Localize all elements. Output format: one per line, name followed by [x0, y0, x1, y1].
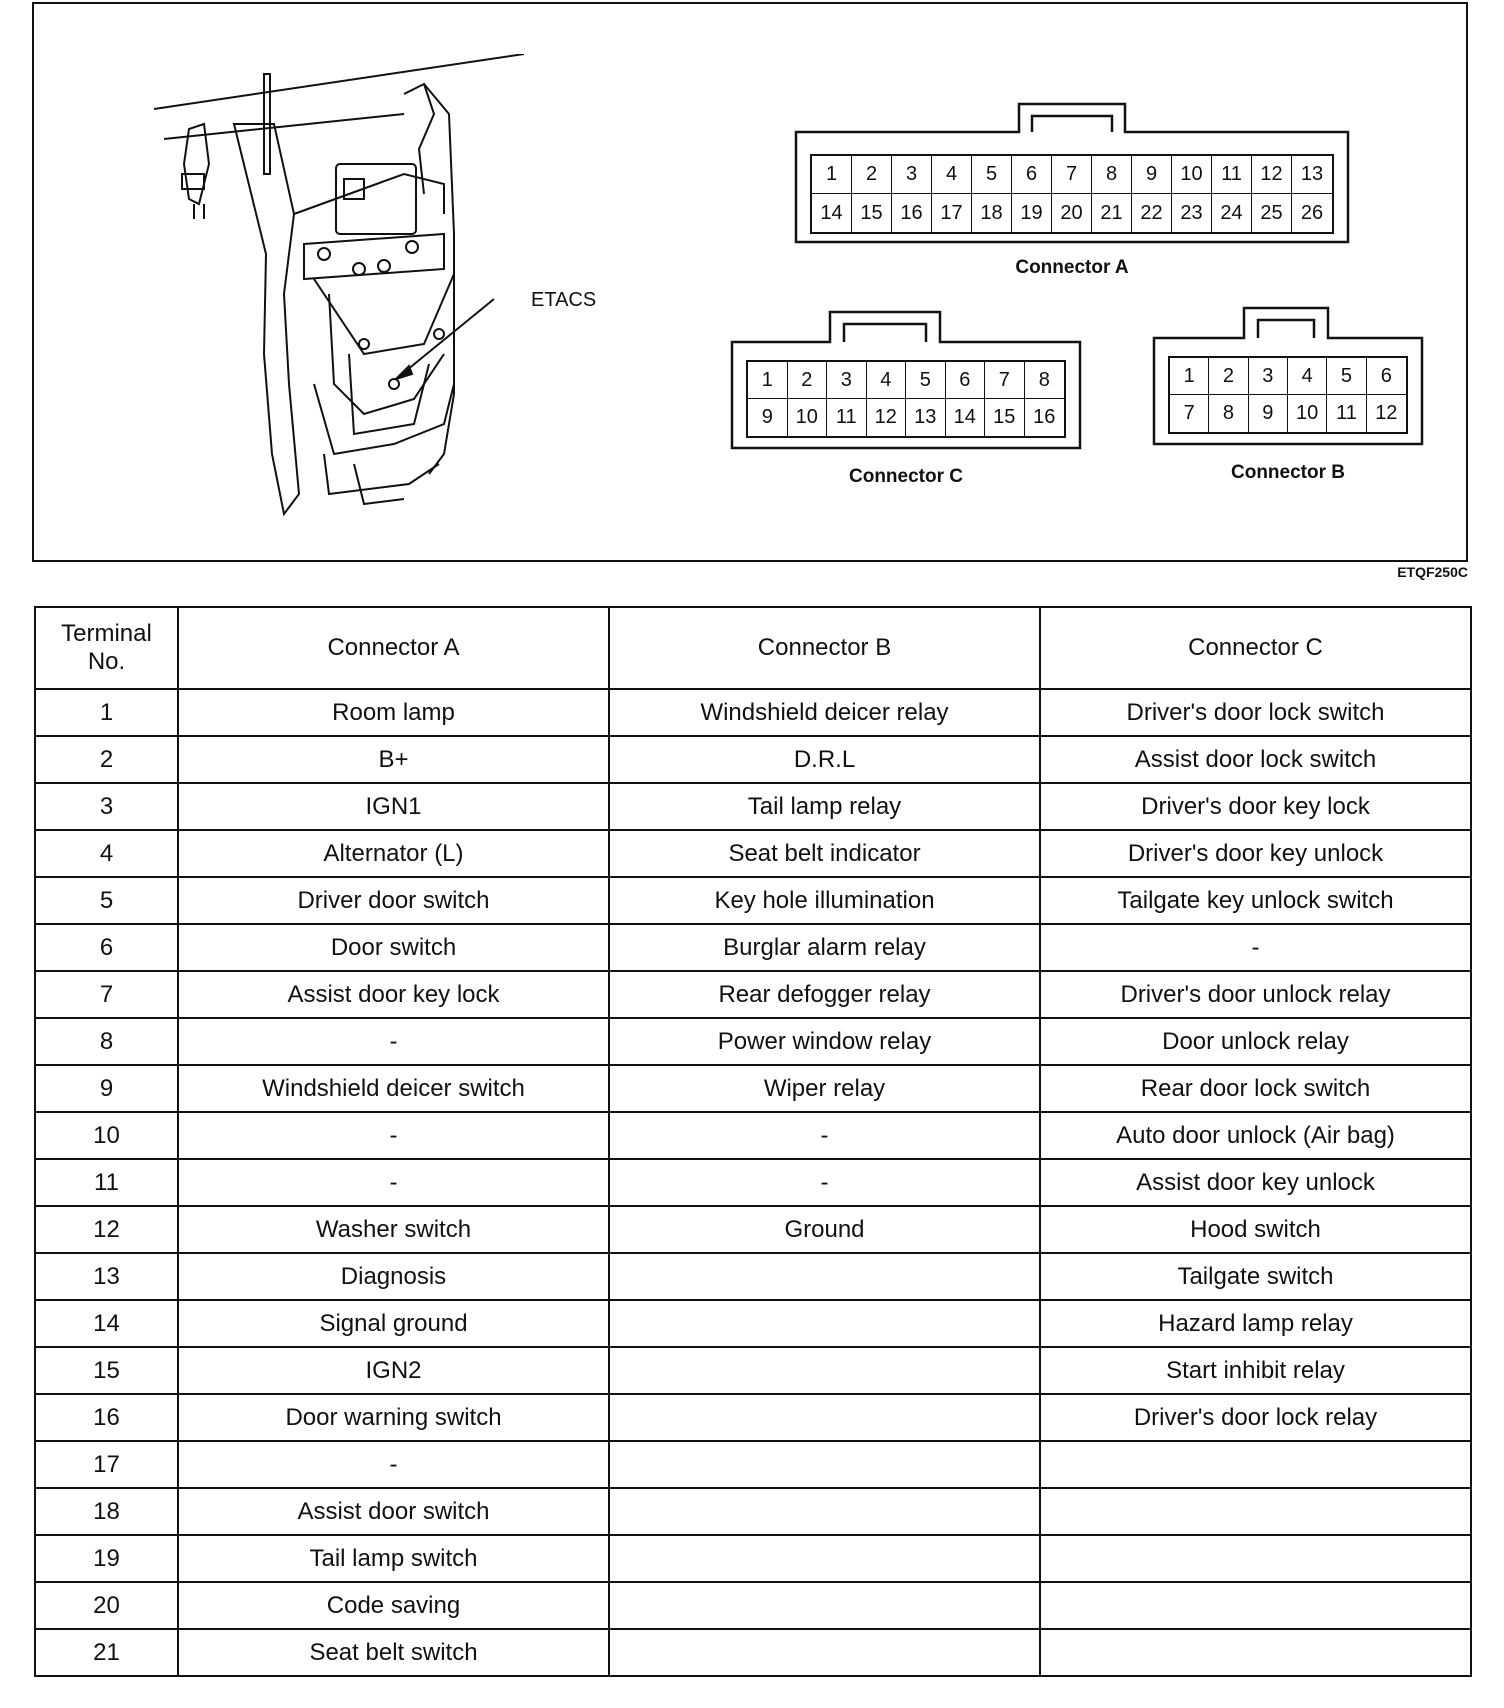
header-connector-c: Connector C [1040, 607, 1471, 689]
connector-b-pin: 6 [1367, 358, 1406, 395]
connector-c-cell: Assist door key unlock [1040, 1159, 1471, 1206]
connector-c-cell: Door unlock relay [1040, 1018, 1471, 1065]
table-row [35, 1065, 1471, 1112]
connector-a-pin: 25 [1252, 194, 1292, 232]
connector-a-cell: Driver door switch [178, 877, 609, 924]
connector-c-cell: Rear door lock switch [1040, 1065, 1471, 1112]
connector-c-cell: Driver's door key lock [1040, 783, 1471, 830]
connector-c-pin: 15 [985, 399, 1025, 436]
figure-panel [32, 2, 1468, 562]
terminal-number-cell: 14 [35, 1300, 178, 1347]
header-terminal-no [35, 607, 178, 689]
connector-a-pin: 15 [852, 194, 892, 232]
connector-a-pin: 6 [1012, 156, 1052, 194]
table-row [35, 1112, 1471, 1159]
table-header-row [35, 607, 1471, 689]
connector-b-cell: Ground [609, 1206, 1040, 1253]
connector-c-pin: 5 [906, 362, 946, 399]
connector-b-pin: 5 [1327, 358, 1366, 395]
connector-b-cell: - [609, 1112, 1040, 1159]
connector-a-pin: 24 [1212, 194, 1252, 232]
connector-a-pin: 21 [1092, 194, 1132, 232]
connector-a-cell: IGN2 [178, 1347, 609, 1394]
connector-b-pin: 9 [1249, 395, 1288, 432]
connector-b-cell: Seat belt indicator [609, 830, 1040, 877]
connector-b-cell [609, 1629, 1040, 1676]
connector-a-pin: 1 [812, 156, 852, 194]
table-row [35, 971, 1471, 1018]
connector-a-pin: 14 [812, 194, 852, 232]
connector-a-pin: 16 [892, 194, 932, 232]
connector-a-cell: - [178, 1018, 609, 1065]
connector-a-pin: 23 [1172, 194, 1212, 232]
connector-a-cell: Alternator (L) [178, 830, 609, 877]
connector-a-cell: Room lamp [178, 689, 609, 736]
connector-a-pin: 18 [972, 194, 1012, 232]
header-connector-b: Connector B [609, 607, 1040, 689]
terminal-number-cell: 13 [35, 1253, 178, 1300]
terminal-number-cell: 7 [35, 971, 178, 1018]
table-row [35, 689, 1471, 736]
table-row [35, 1629, 1471, 1676]
connector-b-pin: 2 [1209, 358, 1248, 395]
connector-a-pin: 3 [892, 156, 932, 194]
header-terminal-line1: Terminal [61, 620, 152, 647]
connector-c-cell: - [1040, 924, 1471, 971]
connector-b-cell [609, 1300, 1040, 1347]
connector-a-pin: 19 [1012, 194, 1052, 232]
connector-c-pin: 14 [946, 399, 986, 436]
connector-b-pins [1168, 356, 1408, 434]
connector-a-cell: Assist door switch [178, 1488, 609, 1535]
etacs-location-illustration [154, 54, 597, 534]
table-row [35, 1206, 1471, 1253]
connector-b-label: Connector B [1231, 462, 1345, 483]
connector-b-cell [609, 1582, 1040, 1629]
connector-b-cell: Tail lamp relay [609, 783, 1040, 830]
connector-a-cell: - [178, 1441, 609, 1488]
table-row [35, 1394, 1471, 1441]
connector-c-cell: Hood switch [1040, 1206, 1471, 1253]
connector-c-cell: Assist door lock switch [1040, 736, 1471, 783]
connector-c-cell: Driver's door lock relay [1040, 1394, 1471, 1441]
connector-b-cell [609, 1347, 1040, 1394]
connector-a-pin: 11 [1212, 156, 1252, 194]
connector-c-pin: 9 [748, 399, 788, 436]
connector-a-pin: 8 [1092, 156, 1132, 194]
connector-c-pin: 6 [946, 362, 986, 399]
connector-b-pin: 10 [1288, 395, 1327, 432]
etacs-callout-label: ETACS [531, 289, 597, 311]
connector-c-cell [1040, 1441, 1471, 1488]
table-body [35, 689, 1471, 1676]
connector-c-pins [746, 360, 1066, 438]
connector-b-cell [609, 1394, 1040, 1441]
connector-c-cell: Start inhibit relay [1040, 1347, 1471, 1394]
connector-c-cell: Driver's door unlock relay [1040, 971, 1471, 1018]
terminal-number-cell: 17 [35, 1441, 178, 1488]
connector-b-cell: - [609, 1159, 1040, 1206]
connector-a-cell: B+ [178, 736, 609, 783]
connector-a-cell: IGN1 [178, 783, 609, 830]
connector-c-pin: 8 [1025, 362, 1065, 399]
connector-b-pin: 1 [1170, 358, 1209, 395]
connector-c-pin: 13 [906, 399, 946, 436]
connector-b-pin: 8 [1209, 395, 1248, 432]
terminal-number-cell: 19 [35, 1535, 178, 1582]
connector-c-cell: Tailgate key unlock switch [1040, 877, 1471, 924]
connector-c-cell [1040, 1535, 1471, 1582]
connector-a-cell: Assist door key lock [178, 971, 609, 1018]
terminal-number-cell: 3 [35, 783, 178, 830]
table-row [35, 736, 1471, 783]
connector-a-cell: - [178, 1112, 609, 1159]
table-row [35, 1347, 1471, 1394]
table-row [35, 830, 1471, 877]
terminal-number-cell: 16 [35, 1394, 178, 1441]
connector-a-cell: Tail lamp switch [178, 1535, 609, 1582]
terminal-number-cell: 9 [35, 1065, 178, 1112]
connector-c-pin: 7 [985, 362, 1025, 399]
connector-b-cell: Power window relay [609, 1018, 1040, 1065]
connector-a-cell: - [178, 1159, 609, 1206]
connector-c-cell: Driver's door key unlock [1040, 830, 1471, 877]
connector-b-pin: 12 [1375, 402, 1398, 424]
figure-code: ETQF250C [1397, 564, 1468, 580]
connector-b-pin: 3 [1249, 358, 1288, 395]
connector-b-cell: Windshield deicer relay [609, 689, 1040, 736]
connector-c-pin: 4 [867, 362, 907, 399]
connector-a-pin: 12 [1252, 156, 1292, 194]
connector-a-pin: 9 [1132, 156, 1172, 194]
connector-c-pin: 3 [827, 362, 867, 399]
table-row [35, 877, 1471, 924]
terminal-number-cell: 1 [35, 689, 178, 736]
table-row [35, 1488, 1471, 1535]
connector-b-cell: Key hole illumination [609, 877, 1040, 924]
table-row [35, 1582, 1471, 1629]
connector-a-cell: Seat belt switch [178, 1629, 609, 1676]
connector-a-cell: Door warning switch [178, 1394, 609, 1441]
connector-c-cell: Driver's door lock switch [1040, 689, 1471, 736]
connector-c-pin: 10 [788, 399, 828, 436]
connector-a-pin: 4 [932, 156, 972, 194]
table-row [35, 1018, 1471, 1065]
terminal-number-cell: 11 [35, 1159, 178, 1206]
connector-c-pin: 1 [748, 362, 788, 399]
connector-a-pin: 22 [1132, 194, 1172, 232]
connector-c-cell: Tailgate switch [1040, 1253, 1471, 1300]
connector-c-pin: 11 [827, 399, 867, 436]
connector-a-pin: 17 [932, 194, 972, 232]
connector-a-label: Connector A [1015, 257, 1129, 278]
connector-a-pins [810, 154, 1334, 234]
connector-b-cell: Burglar alarm relay [609, 924, 1040, 971]
connector-a-pin: 13 [1292, 156, 1332, 194]
terminal-number-cell: 21 [35, 1629, 178, 1676]
connector-a-diagram [794, 102, 1350, 278]
terminal-number-cell: 4 [35, 830, 178, 877]
connector-b-pin: 7 [1170, 395, 1209, 432]
connector-a-cell: Signal ground [178, 1300, 609, 1347]
connector-c-pin: 12 [867, 399, 907, 436]
terminal-number-cell: 6 [35, 924, 178, 971]
connector-c-pin: 2 [788, 362, 828, 399]
connector-b-cell [609, 1441, 1040, 1488]
terminal-table [34, 606, 1472, 1677]
connector-b-cell [609, 1253, 1040, 1300]
table-row [35, 783, 1471, 830]
connector-c-label: Connector C [849, 466, 963, 487]
connector-a-pin: 26 [1300, 201, 1324, 224]
connector-a-cell: Door switch [178, 924, 609, 971]
connector-b-pin: 4 [1288, 358, 1327, 395]
connector-b-diagram [1152, 306, 1424, 486]
connector-a-pin: 2 [852, 156, 892, 194]
terminal-number-cell: 12 [35, 1206, 178, 1253]
connector-c-cell [1040, 1488, 1471, 1535]
connector-c-cell: Hazard lamp relay [1040, 1300, 1471, 1347]
connector-a-pin: 20 [1052, 194, 1092, 232]
connector-a-cell: Code saving [178, 1582, 609, 1629]
table-row [35, 1300, 1471, 1347]
connector-a-pin: 10 [1172, 156, 1212, 194]
terminal-number-cell: 8 [35, 1018, 178, 1065]
table-row [35, 1159, 1471, 1206]
connector-b-cell [609, 1535, 1040, 1582]
terminal-number-cell: 20 [35, 1582, 178, 1629]
table-row [35, 1441, 1471, 1488]
connector-c-cell: Auto door unlock (Air bag) [1040, 1112, 1471, 1159]
connector-c-diagram [730, 310, 1082, 490]
connector-c-cell [1040, 1629, 1471, 1676]
terminal-number-cell: 15 [35, 1347, 178, 1394]
connector-a-cell: Washer switch [178, 1206, 609, 1253]
connector-b-cell: D.R.L [609, 736, 1040, 783]
connector-b-cell: Wiper relay [609, 1065, 1040, 1112]
connector-b-cell: Rear defogger relay [609, 971, 1040, 1018]
connector-c-pin: 16 [1033, 406, 1056, 428]
connector-a-cell: Diagnosis [178, 1253, 609, 1300]
connector-b-cell [609, 1488, 1040, 1535]
terminal-number-cell: 2 [35, 736, 178, 783]
header-connector-a: Connector A [178, 607, 609, 689]
table-row [35, 1535, 1471, 1582]
connector-a-pin: 7 [1052, 156, 1092, 194]
terminal-number-cell: 18 [35, 1488, 178, 1535]
table-row [35, 924, 1471, 971]
terminal-number-cell: 10 [35, 1112, 178, 1159]
connector-c-cell [1040, 1582, 1471, 1629]
connector-b-pin: 11 [1327, 395, 1366, 432]
table-row [35, 1253, 1471, 1300]
connector-a-cell: Windshield deicer switch [178, 1065, 609, 1112]
connector-a-pin: 5 [972, 156, 1012, 194]
terminal-number-cell: 5 [35, 877, 178, 924]
header-terminal-line2: No. [87, 648, 126, 675]
